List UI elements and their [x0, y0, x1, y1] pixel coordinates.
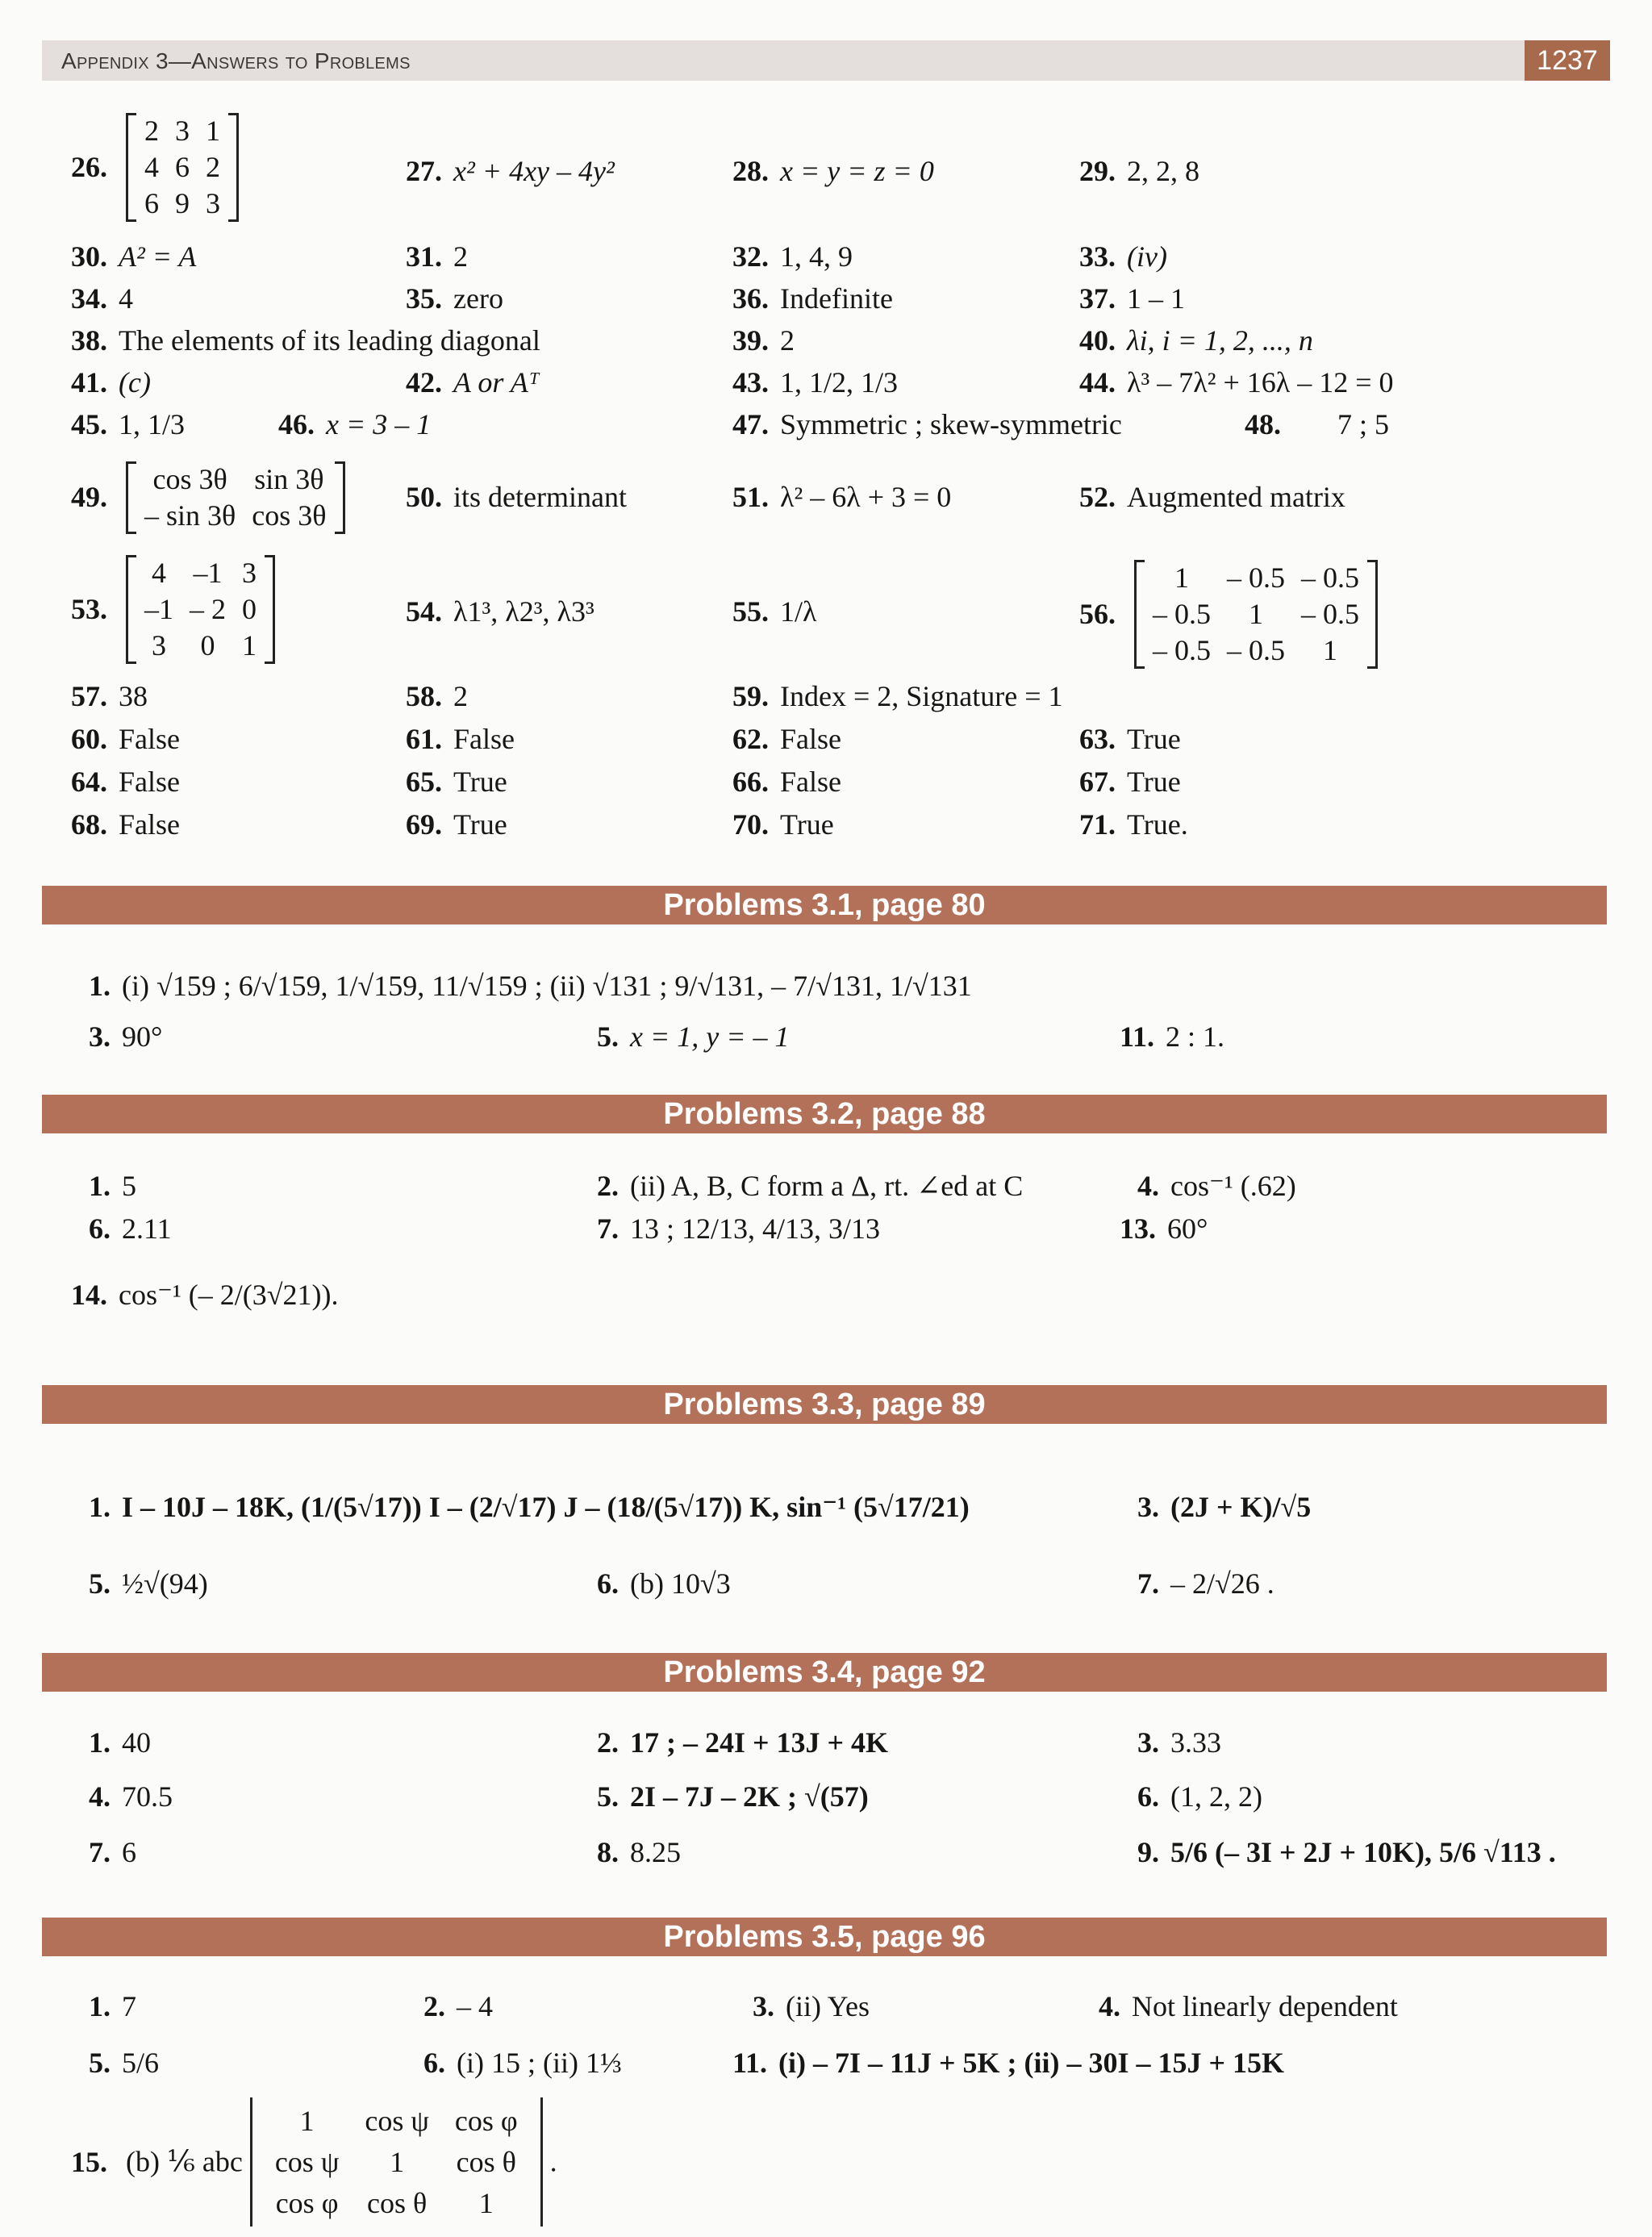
answer-31: 31. 2: [406, 240, 468, 273]
answer-42: 42. A or Aᵀ: [406, 366, 540, 399]
answer-57: 57. 38: [71, 680, 148, 712]
s35-answer-6: 6. (i) 15 ; (ii) 1⅓: [423, 2047, 622, 2079]
answer-55: 55. 1/λ: [732, 595, 817, 628]
answer-36: 36. Indefinite: [732, 282, 893, 315]
answer-71: 71. True.: [1079, 808, 1188, 841]
s31-answer-5: 5. x = 1, y = – 1: [597, 1020, 790, 1053]
s34-answer-9: 9. 5/6 (– 3I + 2J + 10K), 5/6 √113 .: [1137, 1836, 1556, 1868]
answer-35: 35. zero: [406, 282, 503, 315]
section-header-3-1: Problems 3.1, page 80: [42, 886, 1607, 924]
s34-answer-8: 8. 8.25: [597, 1836, 681, 1868]
answer-39: 39. 2: [732, 324, 795, 357]
page-number: 1237: [1525, 40, 1610, 81]
answer-45: 45. 1, 1/3: [71, 408, 186, 440]
answer-56: 56. 1 – 0.5 – 0.5 – 0.5 1 – 0.5 – 0.5 – 0.5 1: [1079, 560, 1378, 669]
answer-54: 54. λ1³, λ2³, λ3³: [406, 595, 594, 628]
s33-answer-1: 1. I – 10J – 18K, (1/(5√17)) I – (2/√17) J – (18/(5√17)) K, sin⁻¹ (5√17/21): [89, 1491, 970, 1523]
s32-answer-13: 13. 60°: [1120, 1212, 1208, 1245]
s33-answer-3: 3. (2J + K)/√5: [1137, 1491, 1312, 1523]
s34-answer-4: 4. 70.5: [89, 1780, 173, 1813]
s32-answer-4: 4. cos⁻¹ (.62): [1137, 1170, 1296, 1202]
s35-answer-3: 3. (ii) Yes: [753, 1990, 870, 2022]
matrix-26: 2 3 1 4 6 2 6 9 3: [126, 113, 239, 222]
s34-answer-3: 3. 3.33: [1137, 1726, 1221, 1759]
s34-answer-7: 7. 6: [89, 1836, 136, 1868]
section-header-3-2: Problems 3.2, page 88: [42, 1095, 1607, 1133]
answer-33: 33. (iv): [1079, 240, 1167, 273]
answer-26: 26. 2 3 1 4 6 2 6 9 3: [71, 113, 239, 222]
answer-62: 62. False: [732, 723, 841, 755]
answer-70: 70. True: [732, 808, 834, 841]
answer-43: 43. 1, 1/2, 1/3: [732, 366, 899, 399]
s35-answer-1: 1. 7: [89, 1990, 136, 2022]
answer-68: 68. False: [71, 808, 180, 841]
s35-answer-4: 4. Not linearly dependent: [1099, 1990, 1398, 2022]
s33-answer-5: 5. ½√(94): [89, 1567, 208, 1600]
s33-answer-7: 7. – 2/√26 .: [1137, 1567, 1274, 1600]
answer-47: 47. Symmetric ; skew-symmetric: [732, 408, 1122, 440]
answer-41: 41. (c): [71, 366, 151, 399]
answer-52: 52. Augmented matrix: [1079, 481, 1345, 513]
s32-answer-1: 1. 5: [89, 1170, 136, 1202]
s31-answer-1: 1. (i) √159 ; 6/√159, 1/√159, 11/√159 ; (ii) √131 ; 9/√131, – 7/√131, 1/√131: [89, 970, 972, 1002]
answer-63: 63. True: [1079, 723, 1181, 755]
s34-answer-5: 5. 2I – 7J – 2K ; √(57): [597, 1780, 869, 1813]
answer-32: 32. 1, 4, 9: [732, 240, 853, 273]
matrix-53: 4 –1 3 –1 – 2 0 3 0 1: [126, 555, 275, 664]
running-head: [42, 40, 1610, 81]
s35-answer-15: 15. (b) ⅙ abc 1 cos ψ cos φ cos ψ 1 cos θ cos φ cos θ 1 .: [71, 2097, 557, 2227]
answer-30: 30. A² = A: [71, 240, 197, 273]
answer-44: 44. λ³ – 7λ² + 16λ – 12 = 0: [1079, 366, 1394, 399]
matrix-56: 1 – 0.5 – 0.5 – 0.5 1 – 0.5 – 0.5 – 0.5 1: [1134, 560, 1378, 669]
answer-48: 48. 7 ; 5: [1245, 408, 1390, 440]
answer-29: 29. 2, 2, 8: [1079, 155, 1199, 187]
matrix-49: cos 3θ sin 3θ – sin 3θ cos 3θ: [126, 461, 345, 534]
answer-40: 40. λi, i = 1, 2, ..., n: [1079, 324, 1313, 357]
section-header-3-5: Problems 3.5, page 96: [42, 1918, 1607, 1956]
answer-27: 27. x² + 4xy – 4y²: [406, 155, 615, 187]
s33-answer-6: 6. (b) 10√3: [597, 1567, 731, 1600]
s32-answer-6: 6. 2.11: [89, 1212, 172, 1245]
s31-answer-3: 3. 90°: [89, 1020, 163, 1053]
section-header-3-3: Problems 3.3, page 89: [42, 1385, 1607, 1424]
answer-50: 50. its determinant: [406, 481, 627, 513]
answer-34: 34. 4: [71, 282, 133, 315]
answer-28: 28. x = y = z = 0: [732, 155, 934, 187]
running-title: Appendix 3—Answers to Problems: [61, 48, 411, 73]
s34-answer-6: 6. (1, 2, 2): [1137, 1780, 1262, 1813]
s32-answer-7: 7. 13 ; 12/13, 4/13, 3/13: [597, 1212, 881, 1245]
answer-60: 60. False: [71, 723, 180, 755]
answer-37: 37. 1 – 1: [1079, 282, 1185, 315]
s34-answer-2: 2. 17 ; – 24I + 13J + 4K: [597, 1726, 889, 1759]
s32-answer-14: 14. cos⁻¹ (– 2/(3√21)).: [71, 1279, 339, 1311]
answer-66: 66. False: [732, 766, 841, 798]
s32-answer-2: 2. (ii) A, B, C form a Δ, rt. ∠ed at C: [597, 1170, 1024, 1202]
answer-58: 58. 2: [406, 680, 468, 712]
answer-46: 46. x = 3 – 1: [278, 408, 432, 440]
s35-answer-11: 11. (i) – 7I – 11J + 5K ; (ii) – 30I – 15J + 15K: [732, 2047, 1285, 2079]
answer-49: 49. cos 3θ sin 3θ – sin 3θ cos 3θ: [71, 461, 345, 534]
section-header-3-4: Problems 3.4, page 92: [42, 1653, 1607, 1692]
answer-53: 53. 4 –1 3 –1 – 2 0 3 0 1: [71, 555, 275, 664]
answer-69: 69. True: [406, 808, 507, 841]
answer-38: 38. The elements of its leading diagonal: [71, 324, 540, 357]
answer-67: 67. True: [1079, 766, 1181, 798]
determinant-15: 1 cos ψ cos φ cos ψ 1 cos θ cos φ cos θ 1: [250, 2097, 543, 2227]
answer-61: 61. False: [406, 723, 515, 755]
answer-65: 65. True: [406, 766, 507, 798]
s31-answer-11: 11. 2 : 1.: [1120, 1020, 1225, 1053]
s34-answer-1: 1. 40: [89, 1726, 151, 1759]
s35-answer-5: 5. 5/6: [89, 2047, 160, 2079]
s35-answer-2: 2. – 4: [423, 1990, 493, 2022]
answer-64: 64. False: [71, 766, 180, 798]
answer-51: 51. λ² – 6λ + 3 = 0: [732, 481, 952, 513]
answer-59: 59. Index = 2, Signature = 1: [732, 680, 1063, 712]
